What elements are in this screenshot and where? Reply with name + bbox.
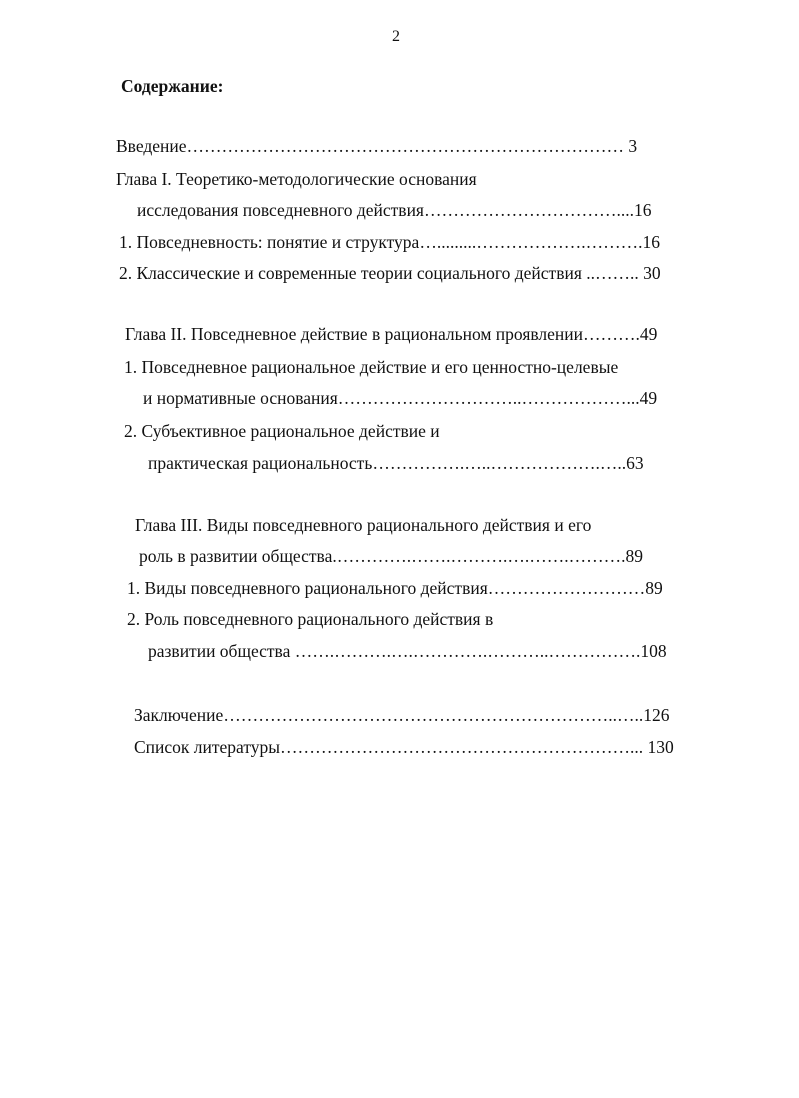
toc-entry-chapter-2-section-1-cont: и нормативные основания…………………………..………………...49 bbox=[143, 388, 658, 408]
page-number: 2 bbox=[392, 28, 400, 45]
toc-entry-conclusion: Заключение…………………………………………………………..…..126 bbox=[134, 705, 670, 725]
toc-entry-bibliography: Список литературы……………………………………………………... 130 bbox=[134, 737, 674, 757]
toc-entry-chapter-1-title: Глава I. Теоретико-методологические основания bbox=[116, 169, 477, 189]
toc-entry-chapter-2-section-2-cont: практическая рациональность…………….…..……………….…..63 bbox=[148, 453, 644, 473]
toc-entry-chapter-3-title-cont: роль в развитии общества.………….…….……….….…….……….89 bbox=[139, 546, 643, 566]
toc-entry-chapter-2-section-1: 1. Повседневное рациональное действие и его ценностно-целевые bbox=[124, 357, 619, 377]
toc-entry-chapter-2-section-2: 2. Субъективное рациональное действие и bbox=[124, 421, 440, 441]
toc-entry-chapter-1-title-cont: исследования повседневного действия……………………………....16 bbox=[137, 200, 652, 220]
toc-entry-chapter-3-section-1: 1. Виды повседневного рационального действия………………………89 bbox=[127, 578, 663, 598]
toc-entry-intro: Введение………………………………………………………………… 3 bbox=[116, 136, 638, 156]
toc-title: Содержание: bbox=[121, 76, 224, 96]
toc-entry-chapter-1-section-2: 2. Классические и современные теории социального действия ..…….. 30 bbox=[119, 263, 661, 283]
toc-entry-chapter-1-section-1: 1. Повседневность: понятие и структура….........……………….……….16 bbox=[119, 232, 660, 252]
toc-entry-chapter-3-title: Глава III. Виды повседневного рационального действия и его bbox=[135, 515, 592, 535]
toc-entry-chapter-3-section-2-cont: развитии общества …….……….….………….………..…………….108 bbox=[148, 641, 667, 661]
toc-entry-chapter-2-title: Глава II. Повседневное действие в рациональном проявлении……….49 bbox=[125, 324, 658, 344]
toc-entry-chapter-3-section-2: 2. Роль повседневного рационального действия в bbox=[127, 609, 494, 629]
